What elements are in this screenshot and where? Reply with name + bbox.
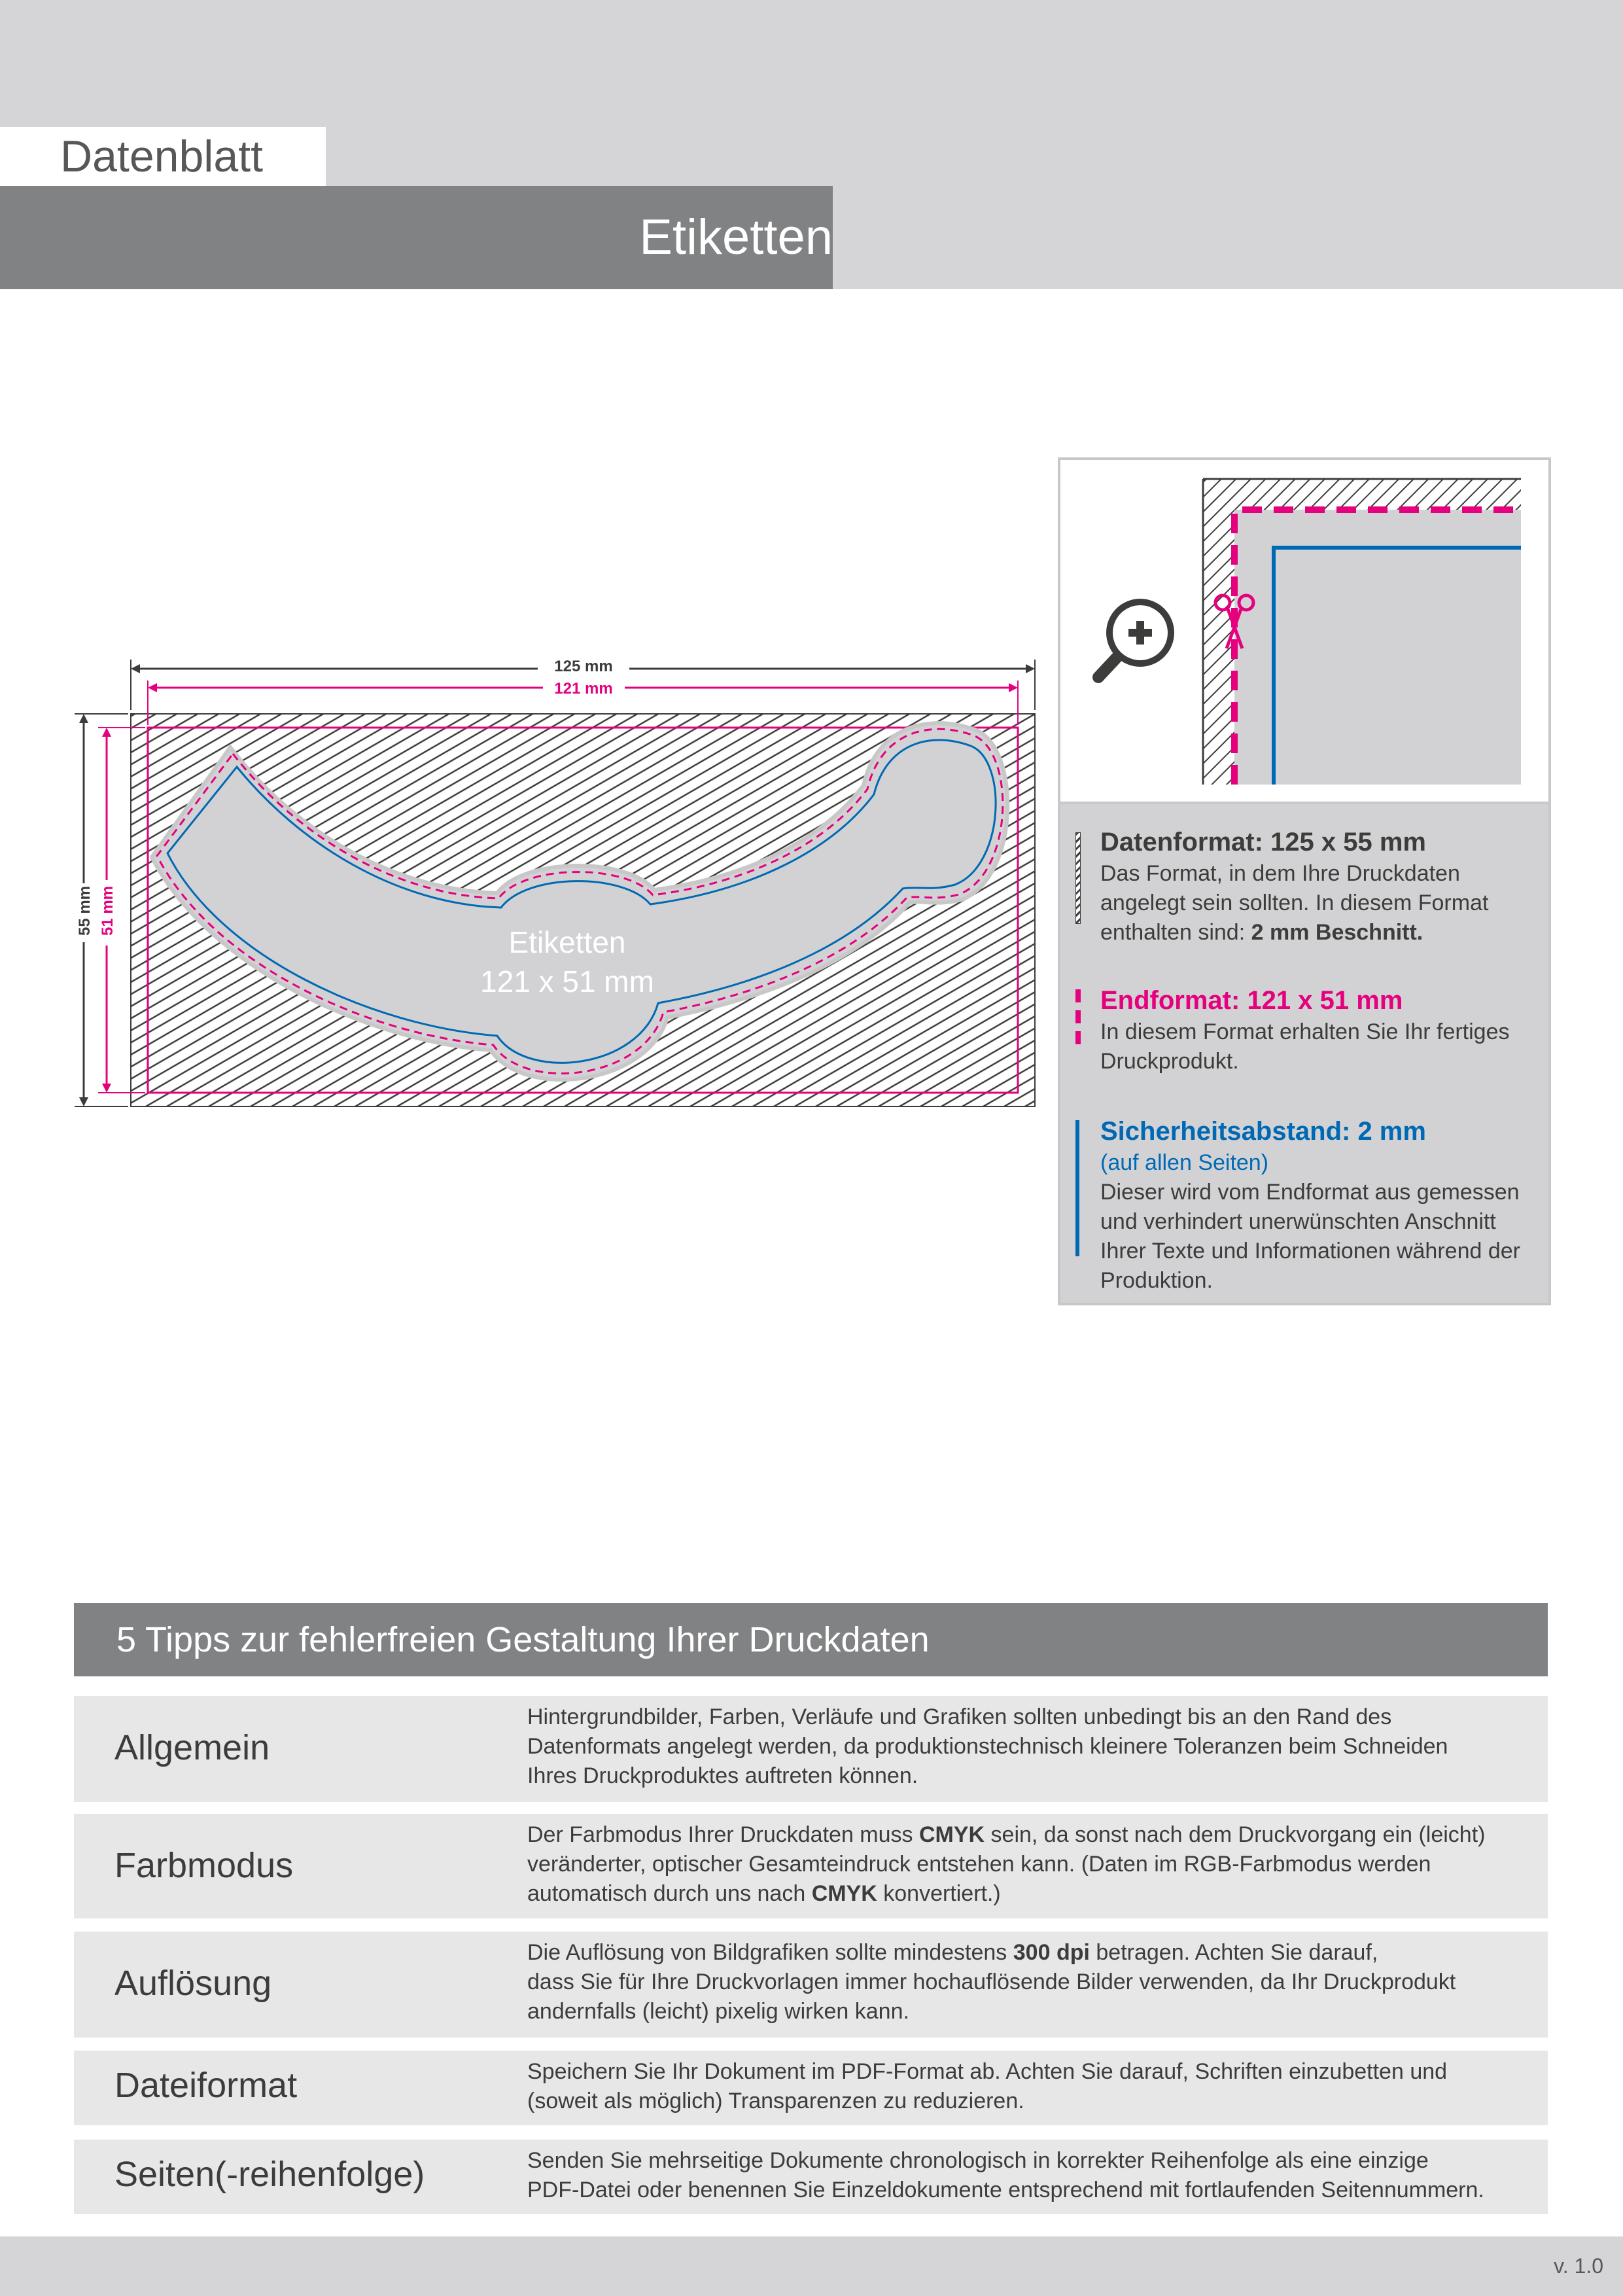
- label-name: Etiketten: [508, 925, 626, 959]
- tip-text: [527, 1938, 1535, 2026]
- tip-line: Hintergrundbilder, Farben, Verläufe und Grafiken sollten unbedingt bis an den Rand des: [527, 1704, 1392, 1729]
- data-format-text-2: angelegt sein sollten. In diesem Format: [1100, 891, 1489, 915]
- page-title: Etiketten: [639, 209, 833, 265]
- tip-row-dateiformat: [74, 2051, 1548, 2125]
- tip-row-allgemein: [74, 1696, 1548, 1802]
- height-outer-label: 55 mm: [76, 885, 94, 936]
- tip-line: Die Auflösung von Bildgrafiken sollte mindestens 300 dpi betragen. Achten Sie darauf,: [527, 1940, 1378, 1965]
- end-format-text-2: Druckprodukt.: [1100, 1049, 1239, 1074]
- safety-margin-text-1: Dieser wird vom Endformat aus gemessen: [1100, 1180, 1520, 1205]
- tip-label: Auflösung: [114, 1964, 272, 2003]
- tip-text: [527, 2057, 1535, 2116]
- tips-title: 5 Tipps zur fehlerfreien Gestaltung Ihrer Druckdaten: [116, 1620, 930, 1659]
- width-outer-label: 125 mm: [554, 658, 613, 675]
- legend-data-format: [1100, 825, 1545, 947]
- safety-margin-subtitle: (auf allen Seiten): [1100, 1150, 1269, 1175]
- data-format-title: Datenformat: 125 x 55 mm: [1100, 828, 1426, 857]
- tip-row-farbmodus: [74, 1814, 1548, 1918]
- safety-margin-text-2: und verhindert unerwünschten Anschnitt: [1100, 1209, 1496, 1234]
- tip-text: [527, 1703, 1535, 1791]
- tip-line: Senden Sie mehrseitige Dokumente chronologisch in korrekter Reihenfolge als eine einzige: [527, 2148, 1429, 2173]
- tip-line: Datenformats angelegt werden, da produktionstechnisch kleinere Toleranzen beim Schneiden: [527, 1734, 1448, 1759]
- tip-label: Dateiformat: [114, 2066, 298, 2105]
- data-format-marker: [1075, 832, 1081, 924]
- safety-margin-text-4: Produktion.: [1100, 1268, 1213, 1293]
- data-format-text-1: Das Format, in dem Ihre Druckdaten: [1100, 861, 1460, 886]
- tip-label: Seiten(-reihenfolge): [114, 2155, 425, 2194]
- tip-line: Speichern Sie Ihr Dokument im PDF-Format ab. Achten Sie darauf, Schriften einzubetten und: [527, 2059, 1448, 2084]
- width-inner-label: 121 mm: [554, 680, 613, 698]
- zoom-detail: [1058, 457, 1551, 804]
- tip-label: Allgemein: [114, 1728, 270, 1767]
- tip-text: [527, 2146, 1535, 2205]
- tip-row-aufloesung: [74, 1932, 1548, 2038]
- document-type-label: Datenblatt: [60, 132, 263, 181]
- height-inner-label: 51 mm: [99, 885, 116, 936]
- format-diagram: [0, 0, 1060, 1125]
- end-format-marker: [1075, 989, 1081, 1048]
- legend-end-format: [1100, 983, 1545, 1076]
- tip-line: Ihres Druckproduktes auftreten können.: [527, 1763, 918, 1788]
- tip-line: Der Farbmodus Ihrer Druckdaten muss CMYK sein, da sonst nach dem Druckvorgang ein (leicht): [527, 1822, 1486, 1847]
- safety-margin-title: Sicherheitsabstand: 2 mm: [1100, 1117, 1426, 1146]
- zoom-in-icon: [1098, 599, 1174, 677]
- tip-line: (soweit als möglich) Transparenzen zu reduzieren.: [527, 2089, 1024, 2113]
- version-label: v. 1.0: [1554, 2254, 1603, 2278]
- tip-label: Farbmodus: [114, 1846, 294, 1885]
- tip-text: [527, 1820, 1535, 1909]
- safety-margin-text-3: Ihrer Texte und Informationen während der: [1100, 1239, 1520, 1263]
- tip-line: dass Sie für Ihre Druckvorlagen immer hochauflösende Bilder verwenden, da Ihr Druckprodukt: [527, 1969, 1456, 1994]
- data-format-text-3: enthalten sind: 2 mm Beschnitt.: [1100, 920, 1423, 945]
- tip-line: andernfalls (leicht) pixelig wirken kann.: [527, 1999, 909, 2024]
- legend-safety-margin: [1100, 1114, 1545, 1296]
- tip-line: PDF-Datei oder benennen Sie Einzeldokumente entsprechend mit fortlaufenden Seitennummern.: [527, 2178, 1484, 2202]
- end-format-text-1: In diesem Format erhalten Sie Ihr fertiges: [1100, 1019, 1510, 1044]
- tip-row-seiten: [74, 2140, 1548, 2214]
- tip-line: veränderter, optischer Gesamteindruck entstehen kann. (Daten im RGB-Farbmodus werden: [527, 1852, 1431, 1877]
- end-format-title: Endformat: 121 x 51 mm: [1100, 986, 1403, 1015]
- label-size: 121 x 51 mm: [480, 964, 654, 998]
- safety-margin-marker: [1075, 1120, 1079, 1256]
- tip-line: automatisch durch uns nach CMYK konvertiert.): [527, 1881, 1001, 1906]
- footer-band: [0, 2236, 1623, 2296]
